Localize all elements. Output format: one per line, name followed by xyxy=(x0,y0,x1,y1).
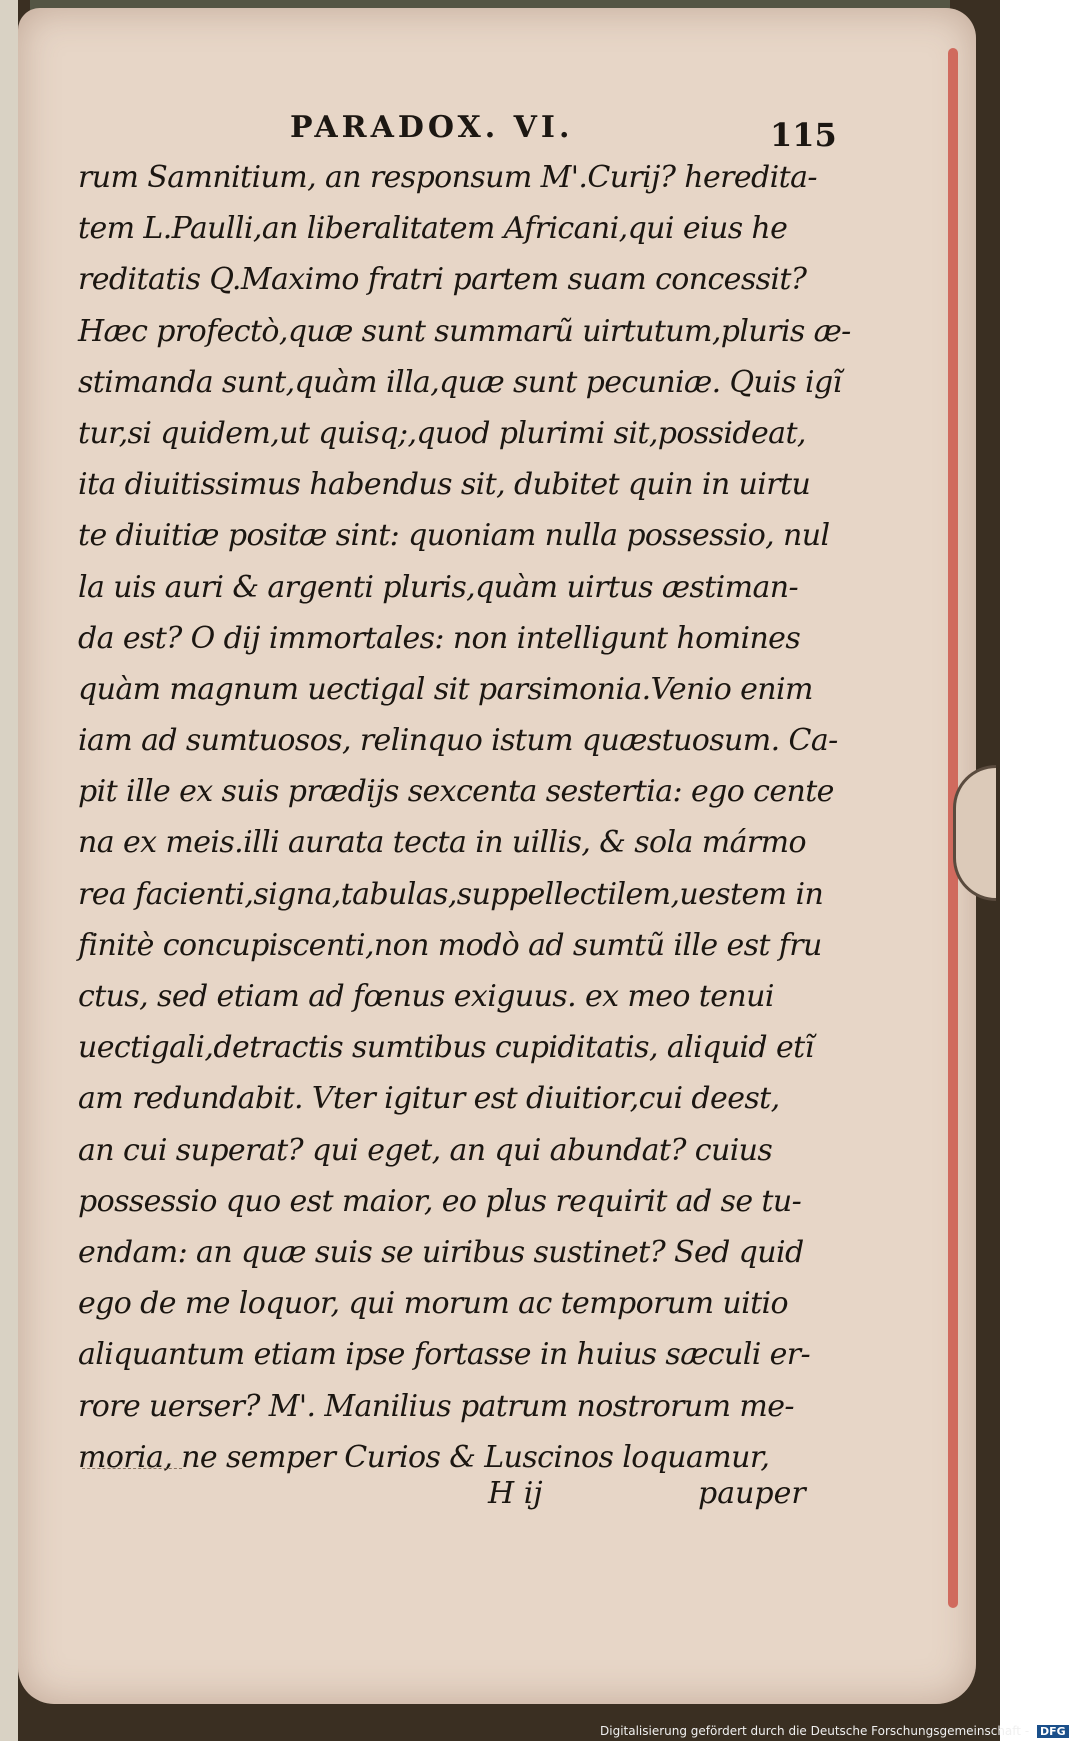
text-line: rea facienti,signa,tabulas,suppellectilem,uestem in xyxy=(78,876,824,912)
bottom-rule xyxy=(82,1468,182,1469)
text-line: la uis auri & argenti pluris,quàm uirtus æstiman- xyxy=(78,569,799,605)
text-line: reditatis Q.Maximo fratri partem suam concessit? xyxy=(78,262,807,298)
text-line: finitè concupiscenti,non modò ad sumtũ ille est fru xyxy=(78,927,822,963)
text-line: endam: an quæ suis se uiribus sustinet? Sed quid xyxy=(78,1234,804,1270)
text-line: ctus, sed etiam ad fœnus exiguus. ex meo tenui xyxy=(78,979,774,1014)
text-line: ita diuitissimus habendus sit, dubitet quin in uirtu xyxy=(78,467,811,503)
text-line: am redundabit. Vter igitur est diuitior,cui deest, xyxy=(78,1081,780,1117)
running-title: PARADOX. VI. xyxy=(290,110,574,145)
text-line: tem L.Paulli,an liberalitatem Africani,qui eius he xyxy=(78,211,788,247)
text-line: stimanda sunt,quàm illa,quæ sunt pecuniæ. Quis igĩ xyxy=(78,364,842,400)
text-line: rore uerser? M'. Manilius patrum nostrorum me- xyxy=(78,1388,794,1424)
text-line: te diuitiæ positæ sint: quoniam nulla possessio, nul xyxy=(78,518,830,554)
text-line: na ex meis.illi aurata tecta in uillis, & sola mármo xyxy=(78,825,806,861)
text-line: aliquantum etiam ipse fortasse in huius sæculi er- xyxy=(78,1337,811,1373)
text-line: an cui superat? qui eget, an qui abundat? cuius xyxy=(78,1132,773,1168)
text-line: uectigali,detractis sumtibus cupiditatis, aliquid etĩ xyxy=(78,1030,814,1066)
digitization-credit xyxy=(600,1724,1069,1738)
signature-mark: H ij xyxy=(488,1476,543,1511)
running-header xyxy=(290,110,890,154)
text-line: rum Samnitium, an responsum M'.Curij? heredita- xyxy=(78,160,817,195)
page-tab-marker xyxy=(953,765,996,901)
page-footer xyxy=(78,1476,853,1526)
catchword: pauper xyxy=(698,1476,806,1511)
credit-text: Digitalisierung gefördert durch die Deutsche Forschungsgemeinschaft - xyxy=(600,1724,1030,1738)
text-line: possessio quo est maior, eo plus requirit ad se tu- xyxy=(78,1183,802,1219)
page-number: 115 xyxy=(770,116,837,154)
body-text xyxy=(78,152,853,1483)
text-line: quàm magnum uectigal sit parsimonia.Venio enim xyxy=(78,671,813,707)
text-line: tur,si quidem,ut quisq;,quod plurimi sit,possideat, xyxy=(78,415,806,451)
text-line: pit ille ex suis prædijs sexcenta sestertia: ego cente xyxy=(78,774,834,810)
text-line: Hæc profectò,quæ sunt summarũ uirtutum,pluris æ- xyxy=(78,313,851,349)
dfg-logo: DFG xyxy=(1037,1725,1069,1738)
text-line: moria, ne semper Curios & Luscinos loquamur, xyxy=(78,1439,770,1475)
text-line: ego de me loquor, qui morum ac temporum uitio xyxy=(78,1286,788,1322)
scanner-margin xyxy=(0,0,18,1741)
text-line: iam ad sumtuosos, relinquo istum quæstuosum. Ca- xyxy=(78,723,838,759)
text-line: da est? O dij immortales: non intelligunt homines xyxy=(78,620,801,656)
